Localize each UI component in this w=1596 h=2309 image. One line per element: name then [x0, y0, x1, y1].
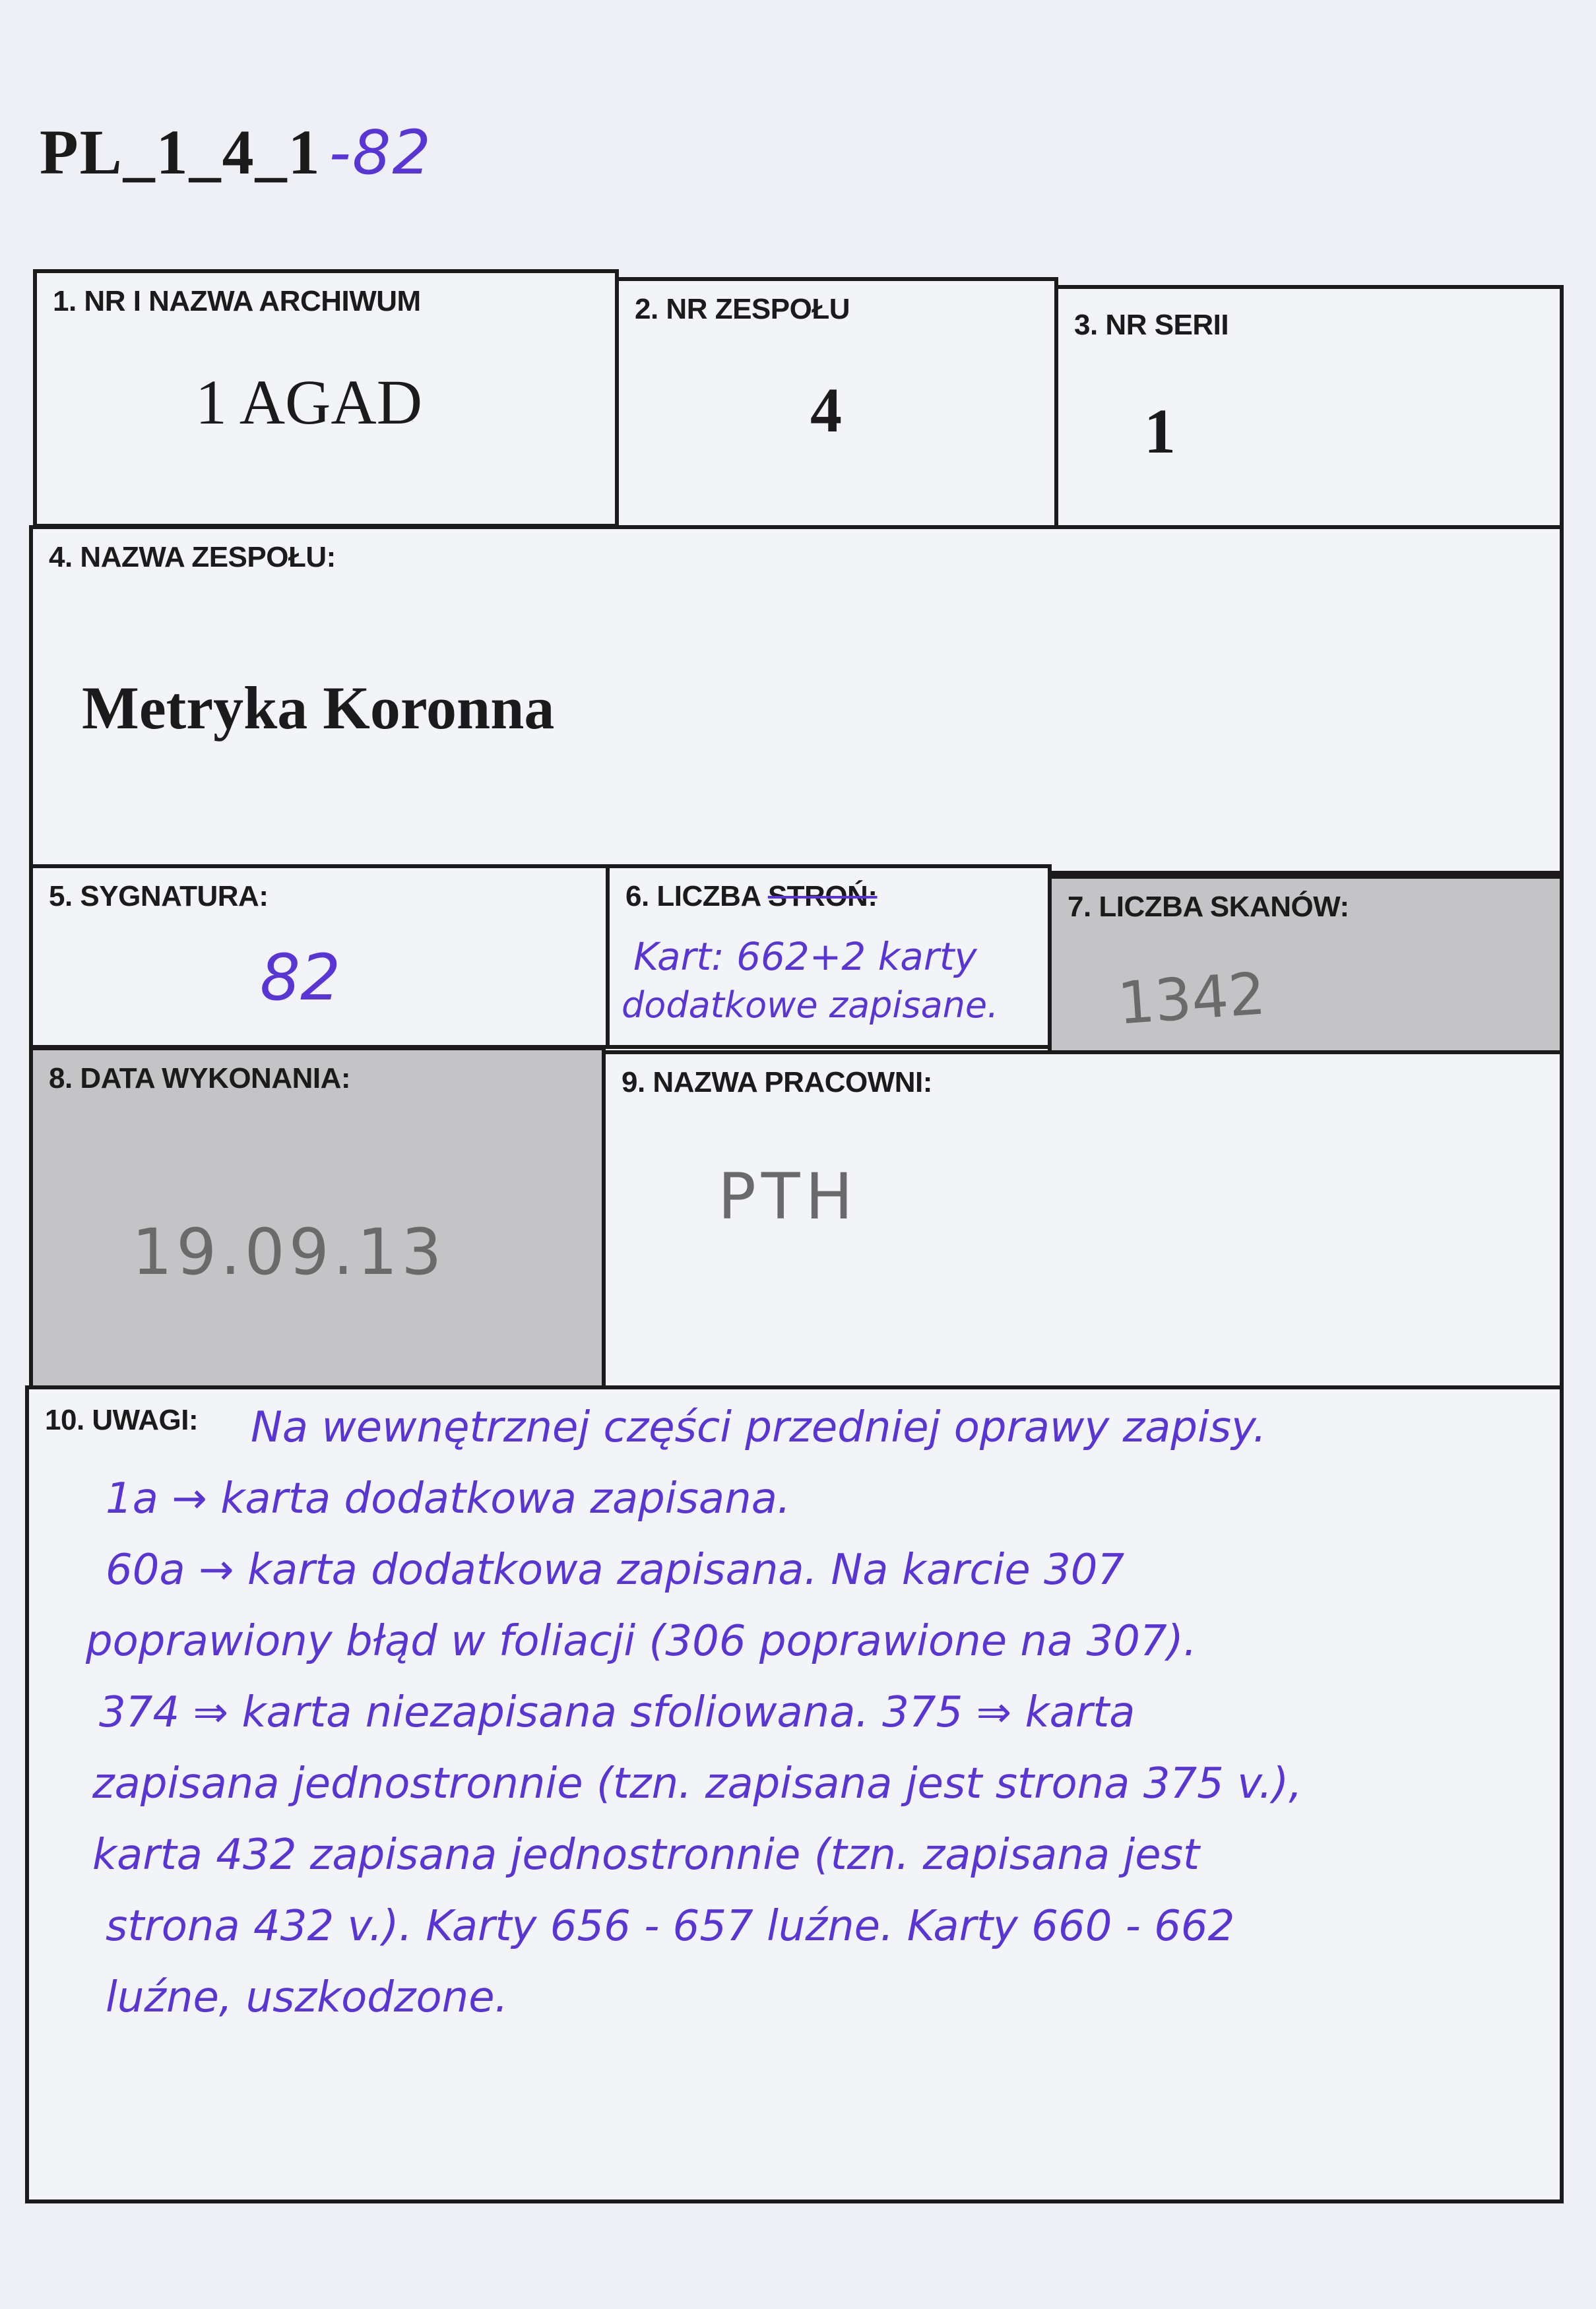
- scan-count-field: [1048, 875, 1564, 1057]
- page-count-field: [606, 864, 1052, 1049]
- notes-line: poprawiony błąd w foliacji (306 poprawione na 307).: [86, 1617, 1197, 1666]
- page-count-label: [625, 880, 877, 913]
- page-count-value-line2: dodatkowe zapisane.: [622, 984, 999, 1026]
- workshop-value: PTH: [718, 1160, 858, 1234]
- fonds-name-value: Metryka Koronna: [82, 674, 555, 742]
- workshop-label: 9. NAZWA PRACOWNI:: [622, 1066, 932, 1098]
- scan-count-value: 1342: [1115, 959, 1268, 1038]
- document-code: [40, 115, 432, 189]
- workshop-field: [602, 1050, 1564, 1396]
- date-value: 19.09.13: [132, 1215, 446, 1289]
- series-number-value: 1: [1144, 396, 1176, 466]
- series-number-field: [1054, 285, 1564, 544]
- notes-line: luźne, uszkodzone.: [106, 1973, 508, 2022]
- signature-label: 5. SYGNATURA:: [49, 880, 269, 912]
- signature-value: 82: [260, 941, 341, 1015]
- notes-line: 60a → karta dodatkowa zapisana. Na karcie 307: [106, 1546, 1125, 1595]
- fonds-name-field: [29, 525, 1564, 875]
- page-count-label-prefix: 6. LICZBA: [625, 880, 768, 912]
- date-label: 8. DATA WYKONANIA:: [49, 1062, 351, 1094]
- archive-label: 1. NR I NAZWA ARCHIWUM: [53, 285, 421, 317]
- notes-line: zapisana jednostronnie (tzn. zapisana jest strona 375 v.),: [92, 1759, 1302, 1808]
- series-number-label: 3. NR SERII: [1074, 309, 1229, 341]
- fonds-number-field: [615, 277, 1058, 536]
- fonds-number-value: 4: [810, 375, 842, 445]
- scan-count-label: 7. LICZBA SKANÓW:: [1068, 891, 1349, 923]
- fonds-name-label: 4. NAZWA ZESPOŁU:: [49, 541, 336, 573]
- notes-text: [73, 1392, 1550, 2033]
- fonds-number-label: 2. NR ZESPOŁU: [635, 293, 850, 325]
- archive-value: 1 AGAD: [195, 367, 423, 437]
- notes-line: 1a → karta dodatkowa zapisana.: [106, 1474, 791, 1523]
- signature-field: [29, 864, 610, 1049]
- document-code-printed: PL_1_4_1: [40, 117, 321, 187]
- page-count-value-line1: Kart: 662+2 karty: [633, 934, 977, 979]
- notes-label: 10. UWAGI:: [45, 1404, 199, 1436]
- notes-line: strona 432 v.). Karty 656 - 657 luźne. Karty 660 - 662: [106, 1902, 1235, 1951]
- date-field: [29, 1046, 606, 1389]
- document-code-handwritten: -82: [329, 117, 432, 188]
- notes-line: karta 432 zapisana jednostronnie (tzn. zapisana jest: [92, 1831, 1200, 1880]
- notes-line: 374 ⇒ karta niezapisana sfoliowana. 375 ⇒ karta: [99, 1688, 1135, 1737]
- page-count-label-struck: STROŃ:: [767, 880, 878, 912]
- notes-line: Na wewnętrznej części przedniej oprawy zapisy.: [251, 1403, 1267, 1452]
- archive-field: [33, 269, 619, 528]
